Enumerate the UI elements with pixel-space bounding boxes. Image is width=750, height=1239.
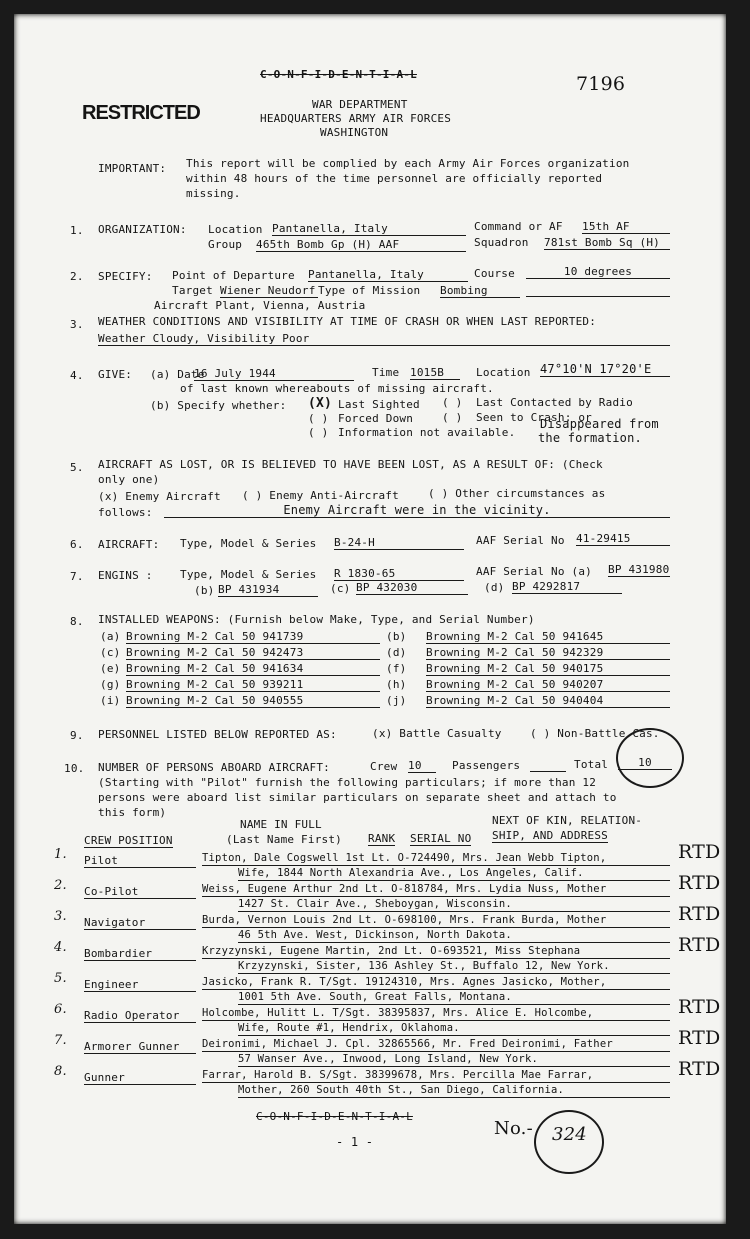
restricted-stamp: RESTRICTED [82,102,200,124]
s3-num: 3. [70,318,84,331]
s7-serial-d: BP 4292817 [512,580,622,594]
s6-serial: 41-29415 [576,532,670,546]
crew-number: 6. [54,1002,67,1017]
crew-line-1: Farrar, Harold B. S/Sgt. 38399678, Mrs. Percilla Mae Farrar, [202,1069,670,1083]
confidential-footer: C-O-N-F-I-D-E-N-T-I-A-L [256,1110,413,1123]
crew-line-1: Krzyzynski, Eugene Martin, 2nd Lt. O-693521, Miss Stephana [202,945,670,959]
confidential-top: C-O-N-F-I-D-E-N-T-I-A-L [260,68,417,81]
s4-opt4: Seen to Crash; or [476,411,592,424]
s2-extra-line [526,296,670,297]
s7-serial-label: AAF Serial No (a) [476,565,592,578]
weapon-key: (g) [100,678,121,691]
crew-line-1: Burda, Vernon Louis 2nd Lt. O-698100, Mrs. Frank Burda, Mother [202,914,670,928]
weapon-key: (e) [100,662,121,675]
col-crew-position: CREW POSITION [84,834,173,847]
s10-pass-label: Passengers [452,759,521,772]
s2-target-label: Target [172,284,213,297]
rtd-mark: RTD [678,1058,721,1080]
crew-position: Bombardier [84,947,196,961]
weapon-key: (d) [386,646,407,659]
s2-label: SPECIFY: [98,270,153,283]
s7-serial-c: BP 432030 [356,581,468,595]
s9-num: 9. [70,729,84,742]
s9-opt1: (x) Battle Casualty [372,727,502,740]
s7-type: R 1830-65 [334,567,464,581]
s5-num: 5. [70,461,84,474]
dept-line-3: WASHINGTON [320,126,389,139]
s4-b-label: (b) Specify whether: [150,399,287,412]
s10-pass-line [530,771,566,772]
s4-location: 47°10'N 17°20'E [540,363,670,377]
s6-type-label: Type, Model & Series [180,537,317,550]
crew-line-1: Deironimi, Michael J. Cpl. 32865566, Mr. Fred Deironimi, Father [202,1038,670,1052]
s9-opt2: ( ) Non-Battle Cas. [530,727,660,740]
s7-c-label: (c) [330,582,351,595]
important-label: IMPORTANT: [98,162,167,175]
col-kin-1: NEXT OF KIN, RELATION- [492,814,643,827]
s5-opt2: ( ) Enemy Anti-Aircraft [242,489,399,502]
crew-position: Co-Pilot [84,885,196,899]
s7-type-label: Type, Model & Series [180,568,317,581]
crew-line-2: 1001 5th Ave. South, Great Falls, Montana. [238,991,670,1005]
s6-type: B-24-H [334,536,464,550]
s4-opt1-mark: (X) [308,396,333,411]
rtd-mark: RTD [678,872,721,894]
s4-opt5-mark: ( ) [308,426,329,439]
weapon-key: (i) [100,694,121,707]
s6-label: AIRCRAFT: [98,538,160,551]
document-number: 7196 [576,73,626,95]
important-line-3: missing. [186,187,241,200]
s1-num: 1. [70,224,84,237]
s4-opt2: Last Contacted by Radio [476,396,633,409]
crew-line-1: Weiss, Eugene Arthur 2nd Lt. O-818784, Mrs. Lydia Nuss, Mother [202,883,670,897]
page-number: - 1 - [336,1135,374,1149]
s4-opt3: Forced Down [338,412,414,425]
s10-label: NUMBER OF PERSONS ABOARD AIRCRAFT: [98,761,330,774]
crew-line-2: 1427 St. Clair Ave., Sheboygan, Wisconsin. [238,898,670,912]
crew-number: 3. [54,909,67,924]
s1-command: 15th AF [582,220,670,234]
weapon-value: Browning M-2 Cal 50 940207 [426,678,670,692]
s10-line-4: this form) [98,806,167,819]
crew-line-2: Wife, Route #1, Hendrix, Oklahoma. [238,1022,670,1036]
s4-last-known: of last known whereabouts of missing aircraft. [180,382,494,395]
weapon-key: (j) [386,694,407,707]
handwritten-number: 324 [552,1124,587,1145]
s10-total: 10 [618,756,672,770]
no-label: No.- [494,1118,533,1139]
weapon-value: Browning M-2 Cal 50 940555 [126,694,380,708]
s2-num: 2. [70,270,84,283]
s4-opt2-mark: ( ) [442,396,463,409]
s5-follows: follows: [98,506,153,519]
s4-loc-label: Location [476,366,531,379]
crew-position: Engineer [84,978,196,992]
col-rank: RANK [368,832,396,845]
crew-number: 8. [54,1064,67,1079]
s2-dep-label: Point of Departure [172,269,295,282]
s2-target-cont: Aircraft Plant, Vienna, Austria [154,299,366,312]
weapon-key: (a) [100,630,121,643]
s5-value: Enemy Aircraft were in the vicinity. [164,504,670,518]
s4-time-label: Time [372,366,400,379]
weapon-value: Browning M-2 Cal 50 942473 [126,646,380,660]
dept-line-1: WAR DEPARTMENT [312,98,408,111]
s7-serial-b: BP 431934 [218,583,318,597]
s10-line-2: (Starting with "Pilot" furnish the following particulars; if more than 12 [98,776,597,789]
important-line-2: within 48 hours of the time personnel are officially reported [186,172,603,185]
s4-date: 16 July 1944 [194,367,354,381]
dept-line-2: HEADQUARTERS ARMY AIR FORCES [260,112,452,125]
s4-date-label: (a) Date [150,368,205,381]
rtd-mark: RTD [678,903,721,925]
col-name-2: (Last Name First) [226,833,342,846]
rtd-mark: RTD [678,934,721,956]
important-line-1: This report will be complied by each Army Air Forces organization [186,157,630,170]
col-serial: SERIAL NO [410,832,472,845]
s8-label: INSTALLED WEAPONS: (Furnish below Make, Type, and Serial Number) [98,613,535,626]
s1-squadron: 781st Bomb Sq (H) [544,236,670,250]
s4-opt4-mark: ( ) [442,411,463,424]
crew-line-1: Tipton, Dale Cogswell 1st Lt. O-724490, Mrs. Jean Webb Tipton, [202,852,670,866]
s10-crew: 10 [408,759,436,773]
weapon-key: (f) [386,662,407,675]
crew-line-1: Jasicko, Frank R. T/Sgt. 19124310, Mrs. Agnes Jasicko, Mother, [202,976,670,990]
weapon-key: (c) [100,646,121,659]
s4-note-2: the formation. [538,431,642,445]
s2-course-label: Course [474,267,515,280]
crew-position: Navigator [84,916,196,930]
s2-mission-type: Bombing [440,284,520,298]
weapon-value: Browning M-2 Cal 50 941739 [126,630,380,644]
s6-serial-label: AAF Serial No [476,534,565,547]
s10-crew-label: Crew [370,760,398,773]
s2-target: Wiener Neudorf [220,284,318,298]
s1-sq-label: Squadron [474,236,529,249]
s8-num: 8. [70,615,84,628]
s4-note-1: Disappeared from [540,417,659,431]
s3-weather: Weather Cloudy, Visibility Poor [98,332,670,346]
weapon-key: (b) [386,630,407,643]
s1-group: 465th Bomb Gp (H) AAF [256,238,466,252]
s7-b-label: (b) [194,584,215,597]
crew-position: Pilot [84,854,196,868]
s10-total-label: Total [574,758,609,771]
crew-line-2: Mother, 260 South 40th St., San Diego, California. [238,1084,670,1098]
s5-opt3: ( ) Other circumstances as [428,487,606,500]
s7-serial-a: BP 431980 [608,563,670,576]
col-kin-2: SHIP, AND ADDRESS [492,829,608,842]
crew-line-1: Holcombe, Hulitt L. T/Sgt. 38395837, Mrs. Alice E. Holcombe, [202,1007,670,1021]
s2-type-label: Type of Mission [318,284,421,297]
crew-line-2: Wife, 1844 North Alexandria Ave., Los Angeles, Calif. [238,867,670,881]
crew-position: Radio Operator [84,1009,196,1023]
s4-opt1: Last Sighted [338,398,420,411]
weapon-key: (h) [386,678,407,691]
weapon-value: Browning M-2 Cal 50 940404 [426,694,670,708]
crew-number: 4. [54,940,67,955]
s10-num: 10. [64,762,85,775]
s5-opt1: (x) Enemy Aircraft [98,490,221,503]
weapon-value: Browning M-2 Cal 50 940175 [426,662,670,676]
s1-loc-label: Location [208,223,263,236]
s1-grp-label: Group [208,238,243,251]
s7-num: 7. [70,570,84,583]
s1-label: ORGANIZATION: [98,223,187,236]
rtd-mark: RTD [678,1027,721,1049]
s4-time: 1015B [410,366,460,380]
s1-cmd-label: Command or AF [474,220,563,233]
crew-number: 2. [54,878,67,893]
crew-number: 7. [54,1033,67,1048]
weapon-value: Browning M-2 Cal 50 941634 [126,662,380,676]
crew-number: 5. [54,971,67,986]
weapon-value: Browning M-2 Cal 50 941645 [426,630,670,644]
weapon-value: Browning M-2 Cal 50 939211 [126,678,380,692]
report-page [14,14,726,1224]
s9-label: PERSONNEL LISTED BELOW REPORTED AS: [98,728,337,741]
col-name-1: NAME IN FULL [240,818,322,831]
s5-line-1: AIRCRAFT AS LOST, OR IS BELIEVED TO HAVE BEEN LOST, AS A RESULT OF: (Check [98,458,603,471]
weapon-value: Browning M-2 Cal 50 942329 [426,646,670,660]
s4-num: 4. [70,369,84,382]
s4-opt5: Information not available. [338,426,516,439]
s6-num: 6. [70,538,84,551]
s5-line-2: only one) [98,473,160,486]
crew-position: Gunner [84,1071,196,1085]
total-circle [616,728,684,788]
crew-number: 1. [54,847,67,862]
rtd-mark: RTD [678,841,721,863]
s2-departure: Pantanella, Italy [308,268,468,282]
rtd-mark: RTD [678,996,721,1018]
s10-line-3: persons were aboard list similar particulars on separate sheet and attach to [98,791,617,804]
s2-course: 10 degrees [526,265,670,279]
crew-line-2: Krzyzynski, Sister, 136 Ashley St., Buffalo 12, New York. [238,960,670,974]
s7-label: ENGINS : [98,569,153,582]
s3-label: WEATHER CONDITIONS AND VISIBILITY AT TIME OF CRASH OR WHEN LAST REPORTED: [98,315,597,328]
crew-line-2: 46 5th Ave. West, Dickinson, North Dakota. [238,929,670,943]
s4-label: GIVE: [98,368,133,381]
crew-line-2: 57 Wanser Ave., Inwood, Long Island, New York. [238,1053,670,1067]
s1-location: Pantanella, Italy [272,222,466,236]
crew-position: Armorer Gunner [84,1040,196,1054]
s7-d-label: (d) [484,581,505,594]
s4-opt3-mark: ( ) [308,412,329,425]
